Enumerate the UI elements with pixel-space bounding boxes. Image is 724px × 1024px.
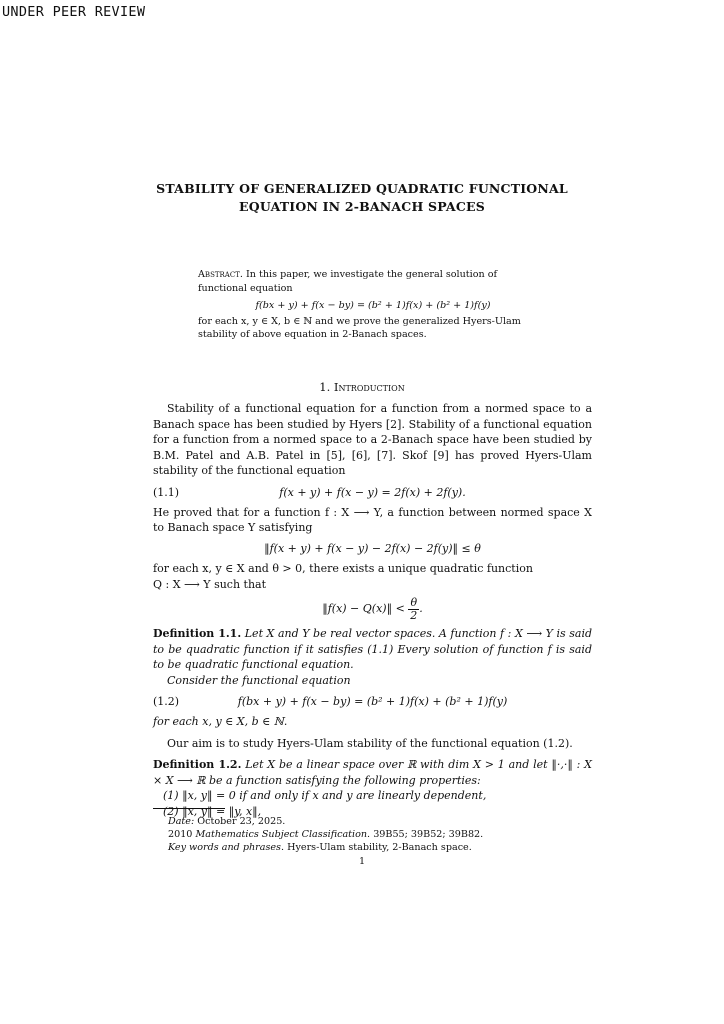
paragraph-2: He proved that for a function f : X ⟶ Y, a function between normed space X to Banach space Y satisfying [153, 505, 592, 534]
consider-text: Consider the functional equation [167, 673, 351, 687]
definition-1-2-label: Definition 1.2. [153, 758, 242, 771]
norm-inequality: ‖f(x + y) + f(x − y) − 2f(x) − 2f(y)‖ ≤ θ [264, 541, 481, 555]
watermark: UNDER PEER REVIEW [2, 4, 146, 20]
equation-1-1-number: (1.1) [153, 485, 180, 499]
msc-prefix: 2010 [168, 829, 193, 840]
definition-1-2-text: Let X be a linear space over ℝ with dim X > 1 and let ‖·,·‖ : X × X ⟶ ℝ be a function satisfying the following properties: [153, 758, 592, 787]
title-line-1: STABILITY OF GENERALIZED QUADRATIC FUNCTIONAL [156, 181, 568, 196]
definition-1-2-item-2: (2) ‖x, y‖ = ‖y, x‖, [163, 804, 262, 818]
abstract-intro: In this paper, we investigate the general solution of functional equation [198, 269, 498, 294]
msc-value: 39B55; 39B52; 39B82. [373, 829, 484, 840]
page-number: 1 [358, 856, 366, 867]
fraction-denominator: 2 [410, 608, 418, 622]
paper-title [150, 180, 574, 216]
for-each-text: for each x, y ∈ X, b ∈ ℕ. [153, 715, 288, 728]
footnote-rule [153, 808, 225, 809]
section-title: Introduction [333, 380, 405, 394]
fraction-numerator: θ [408, 597, 419, 610]
paragraph-3b: Q : X ⟶ Y such that [153, 577, 267, 591]
equation-1-2-expr: f(bx + y) + f(x − by) = (b² + 1)f(x) + (b² + 1)f(y) [237, 695, 508, 708]
keywords-value: Hyers-Ulam stability, 2-Banach space. [287, 842, 472, 853]
abstract-label: Abstract. [198, 269, 243, 280]
q-inequality-lhs: ‖f(x) − Q(x)‖ < [322, 602, 405, 615]
abstract-outro: for each x, y ∈ X, b ∈ ℕ and we prove the generalized Hyers-Ulam stability of above equation in 2-Banach spaces. [198, 315, 521, 340]
section-heading [150, 380, 574, 394]
theta-over-two [408, 597, 419, 622]
abstract-equation: f(bx + y) + f(x − by) = (b² + 1)f(x) + (b² + 1)f(y) [255, 300, 491, 311]
definition-1-2-item-1: (1) ‖x, y‖ = 0 if and only if x and y are linearly dependent, [163, 789, 487, 802]
equation-1-1-expr: f(x + y) + f(x − y) = 2f(x) + 2f(y). [279, 485, 466, 499]
footnotes [168, 815, 588, 854]
equation-1-1 [153, 485, 592, 505]
aim-text: Our aim is to study Hyers-Ulam stability of the functional equation (1.2). [167, 736, 573, 750]
date-value: October 23, 2025. [197, 816, 286, 827]
body-text [153, 401, 592, 819]
paragraph-3a: for each x, y ∈ X and θ > 0, there exists a unique quadratic function [153, 562, 533, 575]
title-line-2: EQUATION IN 2-BANACH SPACES [239, 199, 485, 214]
q-inequality-end: . [419, 602, 423, 615]
paragraph-1: Stability of a functional equation for a function from a normed space to a Banach space has been studied by Hyers [2]. Stability of a functional equation for a function from a normed space to a 2-Banach space have been studied by B.M. Patel and A.B. Patel in [5], [6], [7]. Skof [9] has proved Hyers-Ulam stability of the functional equation [153, 402, 592, 477]
equation-1-2-number: (1.2) [153, 695, 180, 708]
date-label: Date: [168, 816, 195, 827]
section-number: 1. [319, 380, 331, 394]
definition-1-1-text: Let X and Y be real vector spaces. A function f : X ⟶ Y is said to be quadratic function if it satisfies (1.1) Every solution of function f is said to be quadratic functional equation. [153, 627, 592, 671]
equation-1-2 [153, 694, 592, 714]
abstract [198, 268, 548, 342]
msc-label: Mathematics Subject Classification. [195, 829, 371, 840]
definition-1-1-label: Definition 1.1. [153, 627, 242, 640]
keywords-label: Key words and phrases. [168, 842, 285, 853]
q-inequality [153, 594, 592, 624]
